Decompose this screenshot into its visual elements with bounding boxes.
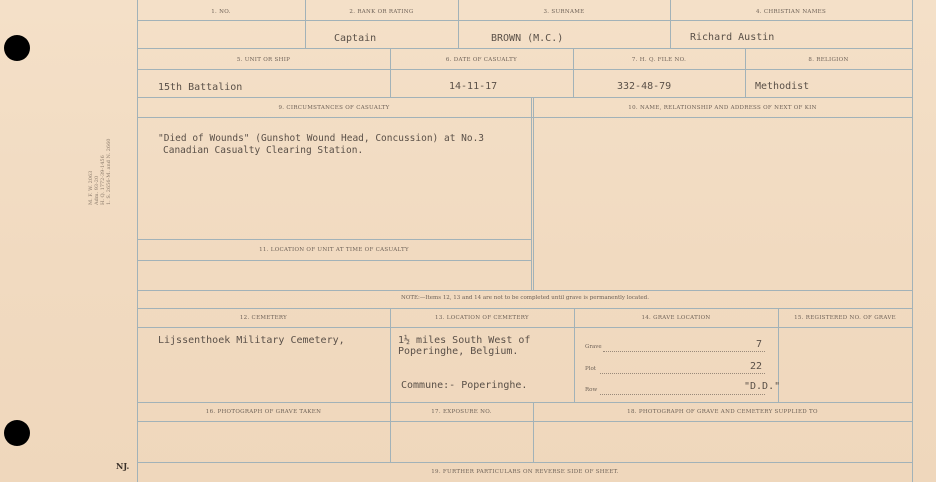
religion-value: Methodist	[755, 81, 810, 92]
unit-value: 15th Battalion	[158, 82, 243, 93]
rule	[390, 308, 391, 402]
header-exposure-no: 17. EXPOSURE NO.	[431, 409, 492, 415]
christian-names-value: Richard Austin	[690, 32, 775, 43]
plot-label: Plot	[585, 366, 596, 372]
rule	[137, 327, 913, 328]
rule	[137, 462, 913, 463]
header-surname: 3. SURNAME	[543, 9, 585, 15]
surname-value: BROWN (M.C.)	[491, 33, 564, 44]
rule	[745, 48, 746, 97]
commune-value: Commune:- Poperinghe.	[401, 380, 528, 391]
row-dotline	[600, 394, 765, 395]
rule	[390, 48, 391, 97]
stub-line: M. F. W. 2063	[88, 170, 94, 205]
date-value: 14-11-17	[449, 81, 498, 92]
header-date: 6. DATE OF CASUALTY	[445, 57, 518, 63]
header-location-of-unit: 11. LOCATION OF UNIT AT TIME OF CASUALTY	[259, 247, 409, 253]
rule	[531, 97, 532, 290]
location-line-1: 1½ miles South West of	[398, 335, 531, 346]
rule	[137, 20, 913, 21]
rule	[574, 308, 575, 402]
header-grave-location: 14. GRAVE LOCATION	[641, 315, 711, 321]
circumstances-line-1: "Died of Wounds" (Gunshot Wound Head, Concussion) at No.3	[158, 133, 485, 144]
header-circumstances: 9. CIRCUMSTANCES OF CASUALTY	[278, 105, 390, 111]
header-christian-names: 4. CHRISTIAN NAMES	[755, 9, 827, 15]
rule	[137, 239, 531, 240]
rule	[305, 0, 306, 48]
rule	[137, 117, 913, 118]
location-line-2: Poperinghe, Belgium.	[398, 346, 519, 357]
header-rank: 2. RANK OR RATING	[349, 9, 414, 15]
rule	[533, 97, 534, 290]
plot-dotline	[600, 373, 765, 374]
cemetery-value: Lijssenthoek Military Cemetery,	[158, 335, 345, 346]
rule	[137, 308, 913, 309]
row-value: "D.D."	[744, 381, 781, 392]
note-text: NOTE:—Items 12, 13 and 14 are not to be completed until grave is permanently located.	[401, 295, 649, 301]
punch-hole-top	[4, 35, 30, 61]
rule	[670, 0, 671, 48]
file-no-value: 332-48-79	[617, 81, 672, 92]
header-unit: 5. UNIT OR SHIP	[236, 57, 291, 63]
header-no: 1. NO.	[211, 9, 231, 15]
row-label: Row	[585, 387, 598, 393]
header-file-no: 7. H. Q. FILE NO.	[631, 57, 687, 63]
rule	[137, 290, 913, 291]
rank-value: Captain	[334, 33, 377, 44]
header-cemetery: 12. CEMETERY	[239, 315, 288, 321]
rule	[137, 97, 913, 98]
rule	[137, 48, 913, 49]
footer-note: 19. FURTHER PARTICULARS ON REVERSE SIDE OF SHEET.	[431, 469, 619, 475]
header-photograph-supplied: 18. PHOTOGRAPH OF GRAVE AND CEMETERY SUPPLIED TO	[627, 409, 818, 415]
stub-line: 1. S. 2656-M. and N. 2660	[106, 138, 112, 205]
rule	[137, 69, 913, 70]
header-photograph-taken: 16. PHOTOGRAPH OF GRAVE TAKEN	[205, 409, 322, 415]
rule	[137, 260, 531, 261]
rule	[137, 402, 913, 403]
plot-value: 22	[750, 361, 763, 372]
header-location-of-cemetery: 13. LOCATION OF CEMETERY	[435, 315, 529, 321]
right-border	[912, 0, 913, 482]
punch-hole-bottom	[4, 420, 30, 446]
grave-label: Grave	[585, 344, 602, 350]
header-registered-no: 15. REGISTERED NO. OF GRAVE	[794, 315, 896, 321]
rule	[573, 48, 574, 97]
header-religion: 8. RELIGION	[808, 57, 849, 63]
rule	[137, 421, 913, 422]
stub-initials: NJ.	[116, 461, 130, 471]
circumstances-line-2: Canadian Casualty Clearing Station.	[163, 145, 364, 156]
stub-line: Adm. 93-20	[94, 175, 100, 205]
stub-form-codes	[88, 138, 168, 205]
grave-value: 7	[756, 339, 763, 350]
header-next-of-kin: 10. NAME, RELATIONSHIP AND ADDRESS OF NEXT OF KIN	[628, 105, 817, 111]
stub-line: H. Q. 1772-39-1456	[100, 155, 106, 205]
grave-dotline	[603, 351, 765, 352]
rule	[458, 0, 459, 48]
